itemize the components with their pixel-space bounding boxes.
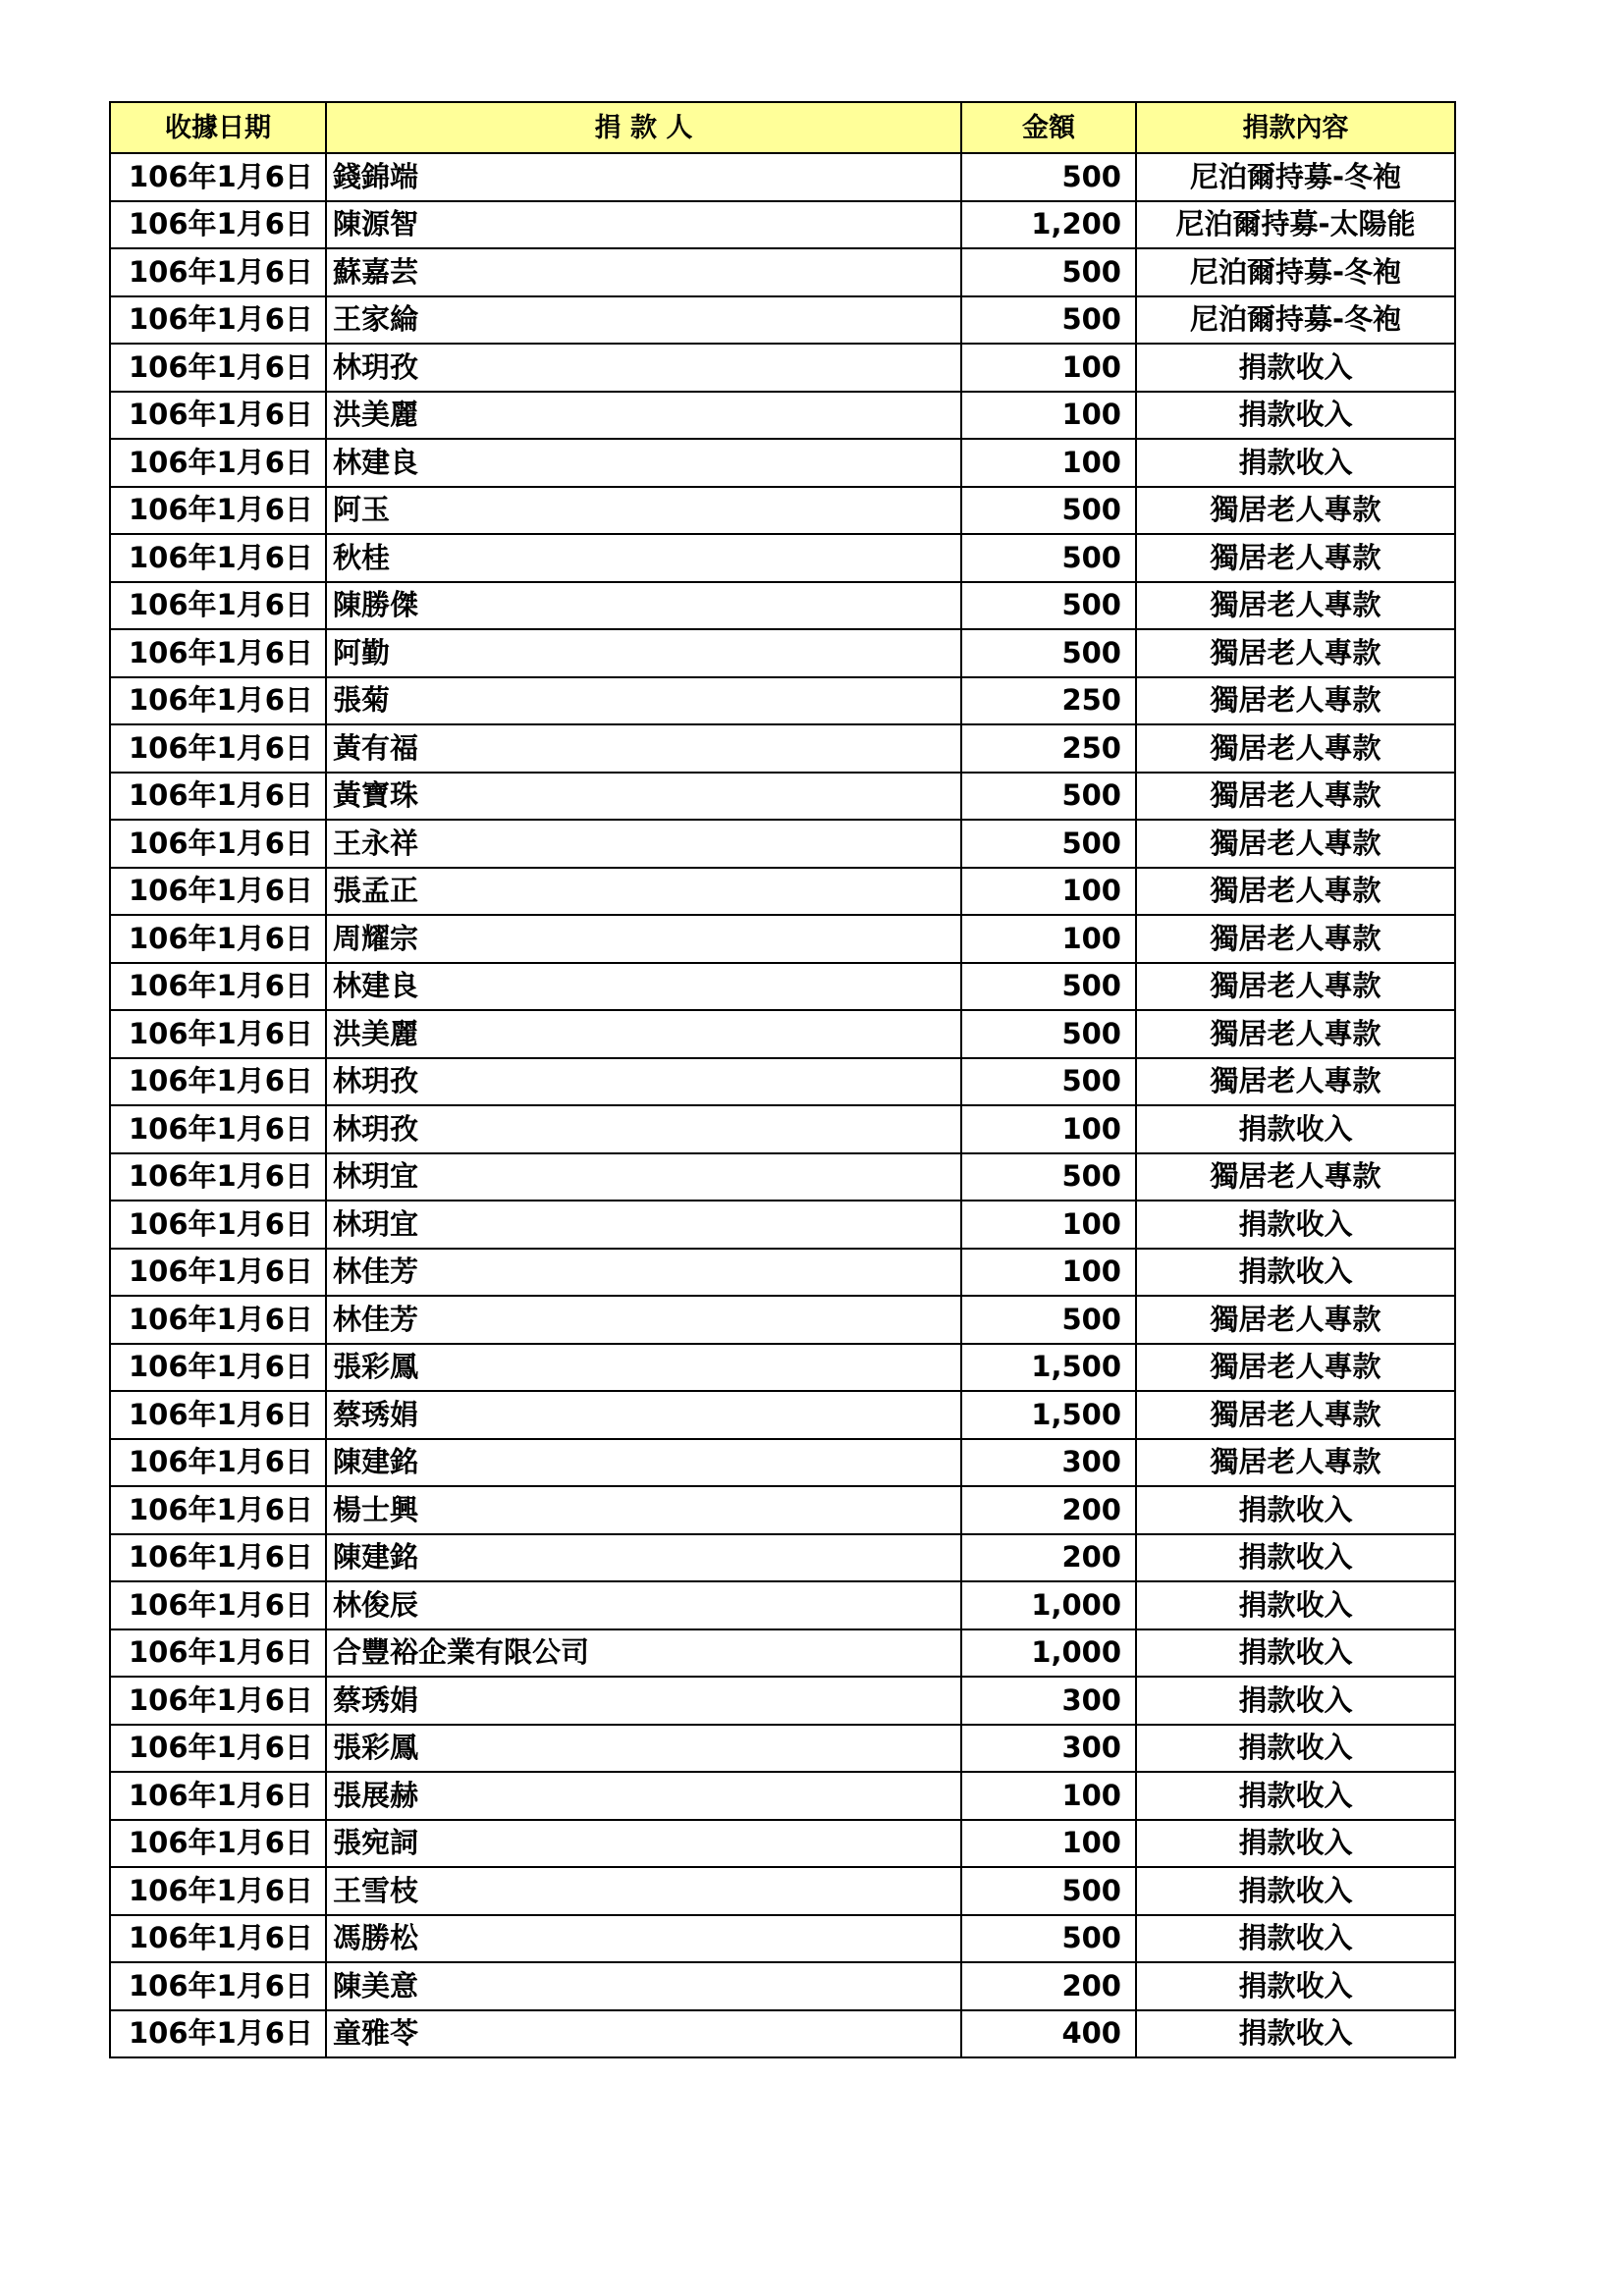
header-donor: 捐 款 人 <box>326 102 961 153</box>
cell-donor: 林玥孜 <box>326 344 961 392</box>
cell-donor: 林俊辰 <box>326 1581 961 1629</box>
cell-amount: 100 <box>961 1105 1136 1153</box>
cell-amount: 500 <box>961 248 1136 296</box>
table-row <box>110 629 1455 677</box>
cell-amount: 100 <box>961 868 1136 916</box>
table-row <box>110 773 1455 821</box>
cell-amount: 100 <box>961 1249 1136 1297</box>
cell-amount: 100 <box>961 392 1136 440</box>
cell-donor: 林建良 <box>326 439 961 487</box>
cell-date: 106年1月6日 <box>110 1915 326 1963</box>
cell-purpose: 捐款收入 <box>1136 1820 1455 1868</box>
cell-donor: 童雅苓 <box>326 2010 961 2058</box>
table-row <box>110 1058 1455 1106</box>
cell-date: 106年1月6日 <box>110 963 326 1011</box>
header-purpose: 捐款內容 <box>1136 102 1455 153</box>
table-row <box>110 1296 1455 1344</box>
cell-amount: 200 <box>961 1486 1136 1534</box>
header-date: 收據日期 <box>110 102 326 153</box>
cell-purpose: 捐款收入 <box>1136 1677 1455 1725</box>
cell-amount: 500 <box>961 1867 1136 1915</box>
cell-purpose: 尼泊爾持募-冬袍 <box>1136 153 1455 201</box>
cell-date: 106年1月6日 <box>110 201 326 249</box>
cell-donor: 張孟正 <box>326 868 961 916</box>
cell-date: 106年1月6日 <box>110 773 326 821</box>
cell-date: 106年1月6日 <box>110 1058 326 1106</box>
table-row <box>110 1581 1455 1629</box>
cell-donor: 林玥孜 <box>326 1058 961 1106</box>
cell-purpose: 捐款收入 <box>1136 1201 1455 1249</box>
cell-purpose: 獨居老人專款 <box>1136 677 1455 725</box>
cell-amount: 400 <box>961 2010 1136 2058</box>
cell-purpose: 獨居老人專款 <box>1136 487 1455 535</box>
cell-amount: 1,500 <box>961 1344 1136 1392</box>
cell-date: 106年1月6日 <box>110 296 326 345</box>
cell-purpose: 獨居老人專款 <box>1136 1296 1455 1344</box>
cell-date: 106年1月6日 <box>110 868 326 916</box>
cell-date: 106年1月6日 <box>110 1581 326 1629</box>
table-row <box>110 344 1455 392</box>
table-row <box>110 1105 1455 1153</box>
cell-amount: 100 <box>961 1820 1136 1868</box>
cell-amount: 100 <box>961 344 1136 392</box>
table-row <box>110 820 1455 868</box>
cell-purpose: 尼泊爾持募-冬袍 <box>1136 248 1455 296</box>
cell-date: 106年1月6日 <box>110 1534 326 1582</box>
cell-date: 106年1月6日 <box>110 1010 326 1058</box>
table-row <box>110 1344 1455 1392</box>
cell-purpose: 獨居老人專款 <box>1136 1391 1455 1439</box>
cell-donor: 馮勝松 <box>326 1915 961 1963</box>
table-row <box>110 248 1455 296</box>
cell-donor: 陳勝傑 <box>326 582 961 630</box>
cell-amount: 250 <box>961 677 1136 725</box>
cell-date: 106年1月6日 <box>110 1677 326 1725</box>
table-row <box>110 1962 1455 2010</box>
cell-donor: 錢錦端 <box>326 153 961 201</box>
cell-amount: 300 <box>961 1725 1136 1773</box>
cell-date: 106年1月6日 <box>110 1296 326 1344</box>
table-row <box>110 487 1455 535</box>
cell-date: 106年1月6日 <box>110 1486 326 1534</box>
cell-donor: 黃寶珠 <box>326 773 961 821</box>
table-row <box>110 1915 1455 1963</box>
cell-purpose: 捐款收入 <box>1136 392 1455 440</box>
cell-amount: 500 <box>961 296 1136 345</box>
cell-date: 106年1月6日 <box>110 1249 326 1297</box>
table-row <box>110 1486 1455 1534</box>
cell-amount: 100 <box>961 1201 1136 1249</box>
cell-purpose: 捐款收入 <box>1136 1486 1455 1534</box>
cell-date: 106年1月6日 <box>110 153 326 201</box>
cell-purpose: 捐款收入 <box>1136 344 1455 392</box>
cell-amount: 200 <box>961 1534 1136 1582</box>
cell-donor: 洪美麗 <box>326 392 961 440</box>
cell-amount: 1,500 <box>961 1391 1136 1439</box>
cell-amount: 500 <box>961 1915 1136 1963</box>
cell-amount: 1,200 <box>961 201 1136 249</box>
table-row <box>110 296 1455 345</box>
cell-donor: 王家綸 <box>326 296 961 345</box>
cell-purpose: 獨居老人專款 <box>1136 1344 1455 1392</box>
cell-donor: 林佳芳 <box>326 1296 961 1344</box>
cell-amount: 100 <box>961 915 1136 963</box>
table-row <box>110 1153 1455 1201</box>
table-row <box>110 1249 1455 1297</box>
cell-donor: 秋桂 <box>326 534 961 582</box>
cell-date: 106年1月6日 <box>110 1344 326 1392</box>
table-row <box>110 1725 1455 1773</box>
cell-donor: 林佳芳 <box>326 1249 961 1297</box>
cell-amount: 300 <box>961 1439 1136 1487</box>
table-row <box>110 153 1455 201</box>
cell-donor: 洪美麗 <box>326 1010 961 1058</box>
cell-purpose: 獨居老人專款 <box>1136 773 1455 821</box>
cell-purpose: 獨居老人專款 <box>1136 1153 1455 1201</box>
table-row <box>110 1201 1455 1249</box>
table-row <box>110 1772 1455 1820</box>
cell-date: 106年1月6日 <box>110 1105 326 1153</box>
cell-date: 106年1月6日 <box>110 582 326 630</box>
cell-date: 106年1月6日 <box>110 629 326 677</box>
cell-donor: 張彩鳳 <box>326 1725 961 1773</box>
cell-date: 106年1月6日 <box>110 248 326 296</box>
cell-date: 106年1月6日 <box>110 1153 326 1201</box>
table-row <box>110 2010 1455 2058</box>
table-row <box>110 392 1455 440</box>
cell-date: 106年1月6日 <box>110 677 326 725</box>
table-row <box>110 201 1455 249</box>
cell-amount: 500 <box>961 534 1136 582</box>
cell-amount: 500 <box>961 1153 1136 1201</box>
cell-date: 106年1月6日 <box>110 1867 326 1915</box>
cell-donor: 合豐裕企業有限公司 <box>326 1629 961 1678</box>
cell-date: 106年1月6日 <box>110 724 326 773</box>
cell-donor: 陳源智 <box>326 201 961 249</box>
cell-donor: 林建良 <box>326 963 961 1011</box>
cell-purpose: 獨居老人專款 <box>1136 963 1455 1011</box>
table-row <box>110 724 1455 773</box>
cell-amount: 1,000 <box>961 1629 1136 1678</box>
table-row <box>110 1534 1455 1582</box>
cell-donor: 周耀宗 <box>326 915 961 963</box>
table-row <box>110 1391 1455 1439</box>
cell-amount: 500 <box>961 773 1136 821</box>
cell-purpose: 捐款收入 <box>1136 1629 1455 1678</box>
table-row <box>110 1629 1455 1678</box>
cell-purpose: 尼泊爾持募-冬袍 <box>1136 296 1455 345</box>
table-row <box>110 868 1455 916</box>
table-row <box>110 1820 1455 1868</box>
cell-purpose: 獨居老人專款 <box>1136 1439 1455 1487</box>
cell-purpose: 尼泊爾持募-太陽能 <box>1136 201 1455 249</box>
cell-donor: 張彩鳳 <box>326 1344 961 1392</box>
cell-date: 106年1月6日 <box>110 915 326 963</box>
cell-amount: 500 <box>961 1296 1136 1344</box>
table-header <box>110 102 1455 153</box>
cell-purpose: 獨居老人專款 <box>1136 868 1455 916</box>
cell-purpose: 獨居老人專款 <box>1136 582 1455 630</box>
cell-date: 106年1月6日 <box>110 1629 326 1678</box>
cell-purpose: 捐款收入 <box>1136 1581 1455 1629</box>
table-row <box>110 1677 1455 1725</box>
cell-donor: 陳建銘 <box>326 1439 961 1487</box>
cell-donor: 張宛詞 <box>326 1820 961 1868</box>
table-row <box>110 439 1455 487</box>
cell-donor: 陳美意 <box>326 1962 961 2010</box>
cell-amount: 500 <box>961 1058 1136 1106</box>
cell-donor: 阿勤 <box>326 629 961 677</box>
cell-date: 106年1月6日 <box>110 1439 326 1487</box>
cell-donor: 蔡琇娟 <box>326 1677 961 1725</box>
table-row <box>110 1439 1455 1487</box>
cell-purpose: 獨居老人專款 <box>1136 915 1455 963</box>
cell-date: 106年1月6日 <box>110 1391 326 1439</box>
cell-purpose: 獨居老人專款 <box>1136 629 1455 677</box>
cell-donor: 林玥宜 <box>326 1201 961 1249</box>
cell-donor: 王雪枝 <box>326 1867 961 1915</box>
table-row <box>110 677 1455 725</box>
cell-amount: 100 <box>961 1772 1136 1820</box>
cell-date: 106年1月6日 <box>110 487 326 535</box>
cell-date: 106年1月6日 <box>110 344 326 392</box>
table-row <box>110 534 1455 582</box>
cell-donor: 蔡琇娟 <box>326 1391 961 1439</box>
cell-purpose: 捐款收入 <box>1136 1249 1455 1297</box>
cell-purpose: 捐款收入 <box>1136 1105 1455 1153</box>
cell-amount: 1,000 <box>961 1581 1136 1629</box>
cell-amount: 500 <box>961 153 1136 201</box>
cell-amount: 500 <box>961 582 1136 630</box>
cell-amount: 250 <box>961 724 1136 773</box>
cell-purpose: 捐款收入 <box>1136 1915 1455 1963</box>
table-row <box>110 1867 1455 1915</box>
cell-purpose: 獨居老人專款 <box>1136 534 1455 582</box>
table-row <box>110 963 1455 1011</box>
cell-donor: 王永祥 <box>326 820 961 868</box>
donation-table <box>109 101 1456 2058</box>
cell-donor: 楊士興 <box>326 1486 961 1534</box>
table-row <box>110 915 1455 963</box>
header-row <box>110 102 1455 153</box>
cell-purpose: 捐款收入 <box>1136 439 1455 487</box>
table-body <box>110 153 1455 2057</box>
cell-amount: 200 <box>961 1962 1136 2010</box>
cell-date: 106年1月6日 <box>110 820 326 868</box>
cell-purpose: 捐款收入 <box>1136 1725 1455 1773</box>
header-amount: 金額 <box>961 102 1136 153</box>
cell-date: 106年1月6日 <box>110 534 326 582</box>
cell-date: 106年1月6日 <box>110 1820 326 1868</box>
cell-date: 106年1月6日 <box>110 2010 326 2058</box>
cell-amount: 500 <box>961 629 1136 677</box>
cell-amount: 100 <box>961 439 1136 487</box>
cell-purpose: 獨居老人專款 <box>1136 724 1455 773</box>
cell-date: 106年1月6日 <box>110 1962 326 2010</box>
cell-purpose: 捐款收入 <box>1136 1867 1455 1915</box>
cell-purpose: 獨居老人專款 <box>1136 820 1455 868</box>
cell-donor: 黃有福 <box>326 724 961 773</box>
cell-donor: 蘇嘉芸 <box>326 248 961 296</box>
cell-donor: 林玥孜 <box>326 1105 961 1153</box>
table-row <box>110 582 1455 630</box>
cell-amount: 500 <box>961 820 1136 868</box>
cell-date: 106年1月6日 <box>110 392 326 440</box>
cell-amount: 300 <box>961 1677 1136 1725</box>
cell-date: 106年1月6日 <box>110 1725 326 1773</box>
cell-date: 106年1月6日 <box>110 439 326 487</box>
cell-donor: 張菊 <box>326 677 961 725</box>
cell-date: 106年1月6日 <box>110 1201 326 1249</box>
cell-donor: 阿玉 <box>326 487 961 535</box>
cell-purpose: 捐款收入 <box>1136 1772 1455 1820</box>
cell-donor: 陳建銘 <box>326 1534 961 1582</box>
cell-donor: 林玥宜 <box>326 1153 961 1201</box>
table-row <box>110 1010 1455 1058</box>
cell-donor: 張展赫 <box>326 1772 961 1820</box>
cell-amount: 500 <box>961 963 1136 1011</box>
cell-purpose: 捐款收入 <box>1136 1534 1455 1582</box>
cell-purpose: 捐款收入 <box>1136 1962 1455 2010</box>
cell-purpose: 獨居老人專款 <box>1136 1058 1455 1106</box>
cell-purpose: 獨居老人專款 <box>1136 1010 1455 1058</box>
cell-amount: 500 <box>961 1010 1136 1058</box>
cell-date: 106年1月6日 <box>110 1772 326 1820</box>
cell-amount: 500 <box>961 487 1136 535</box>
cell-purpose: 捐款收入 <box>1136 2010 1455 2058</box>
